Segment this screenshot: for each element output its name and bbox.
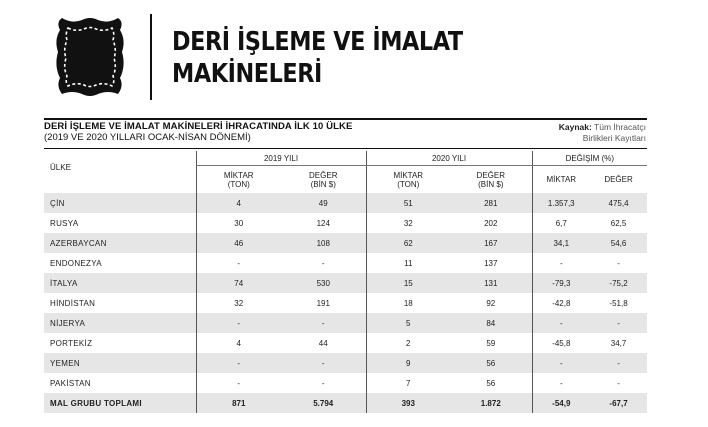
cell-2019-miktar: 74 [196, 273, 281, 293]
cell-2020-deger: 167 [450, 233, 532, 253]
top-rule [44, 118, 647, 120]
table-row [44, 253, 647, 273]
column-header-2019-deger: DEĞER (BİN $) [309, 170, 338, 189]
cell-2019-miktar: - [196, 313, 281, 333]
cell-2019-deger: - [321, 378, 325, 388]
cell-change-miktar: 6,7 [532, 213, 590, 233]
cell-2019-miktar: 46 [196, 233, 281, 253]
cell-2020-deger: 56 [450, 353, 532, 373]
table-header-rule [44, 148, 647, 149]
cell-2019-deger: 191 [316, 298, 330, 308]
cell-2019-deger: - [281, 313, 366, 333]
table-row [44, 333, 647, 353]
column-header-2019-miktar: MİKTAR (TON) [196, 166, 281, 194]
header-divider [150, 14, 152, 100]
source-note [559, 122, 646, 144]
cell-change-deger: - [617, 258, 620, 268]
total-2020-deger: 1.872 [450, 393, 532, 413]
cell-2020-miktar: 18 [366, 293, 450, 313]
cell-change-deger: - [590, 353, 647, 373]
cell-2020-deger: 92 [486, 298, 496, 308]
cell-2020-deger: 59 [486, 338, 496, 348]
table-row [44, 373, 647, 393]
cell-change-miktar: - [532, 313, 590, 333]
cell-2019-miktar: - [196, 253, 281, 273]
cell-2020-miktar: 2 [366, 333, 450, 353]
export-table [44, 151, 647, 413]
country-cell: NİJERYA [44, 313, 196, 333]
source-label: Kaynak: [558, 122, 592, 132]
cell-2020-miktar: 11 [366, 253, 450, 273]
page-title [172, 26, 463, 90]
cell-2019-miktar: 4 [196, 333, 281, 353]
cell-2019-miktar: 30 [196, 213, 281, 233]
total-label: MAL GRUBU TOPLAMI [44, 393, 196, 413]
cell-change-deger: -51,8 [609, 298, 628, 308]
page-title-line-1: DERİ İŞLEME VE İMALAT [172, 27, 463, 57]
country-cell: RUSYA [50, 218, 79, 228]
group-header-2019: 2019 YILI [196, 151, 366, 166]
table-row [44, 273, 647, 293]
cell-2020-miktar: 15 [366, 273, 450, 293]
country-cell: PAKİSTAN [50, 378, 91, 388]
table-row [44, 233, 647, 253]
cell-change-miktar: - [532, 353, 590, 373]
cell-2020-miktar: 7 [366, 373, 450, 393]
cell-2019-deger: 530 [281, 273, 366, 293]
column-header-change-deger: DEĞER [604, 175, 633, 184]
table-row [44, 293, 647, 313]
cell-2019-deger: - [321, 258, 325, 268]
cell-2020-deger: 84 [450, 313, 532, 333]
total-change-miktar: -54,9 [532, 393, 590, 413]
cell-change-miktar: -45,8 [532, 333, 590, 353]
table-row [44, 213, 647, 233]
cell-change-miktar: -42,8 [532, 293, 590, 313]
table-subtitle: (2019 VE 2020 YILLARI OCAK-NİSAN DÖNEMİ) [44, 132, 251, 143]
cell-change-miktar: 34,1 [532, 233, 590, 253]
table-title: DERİ İŞLEME VE İMALAT MAKİNELERİ İHRACATINDA İLK 10 ÜLKE [44, 121, 353, 132]
total-2019-deger: 5.794 [281, 393, 366, 413]
table-row [44, 193, 647, 213]
table-total-row [44, 393, 647, 413]
cell-2019-miktar: 32 [196, 293, 281, 313]
cell-change-deger: 54,6 [590, 233, 647, 253]
column-header-2020-deger: DEĞER (BİN $) [476, 170, 505, 189]
country-cell: HİNDİSTAN [50, 298, 96, 308]
cell-2020-deger: 131 [450, 273, 532, 293]
source-text-1: Tüm İhracatçı [594, 122, 646, 132]
group-header-2020: 2020 YILI [366, 151, 532, 166]
total-change-deger: -67,7 [590, 393, 647, 413]
page-title-line-2: MAKİNELERİ [172, 59, 322, 89]
cell-2020-deger: 202 [484, 218, 498, 228]
cell-2019-miktar: - [196, 353, 281, 373]
country-cell: PORTEKİZ [50, 338, 93, 348]
cell-2019-deger: 108 [281, 233, 366, 253]
column-header-country: ÜLKE [50, 163, 71, 172]
cell-change-deger: - [617, 378, 620, 388]
country-cell: ÇİN [44, 193, 196, 213]
cell-2019-miktar: 4 [196, 193, 281, 213]
cell-2020-miktar: 32 [366, 213, 450, 233]
cell-change-miktar: -79,3 [532, 273, 590, 293]
cell-2019-miktar: - [196, 373, 281, 393]
source-text-2: Birlikleri Kayıtları [582, 133, 646, 143]
table-row [44, 353, 647, 373]
column-header-2020-miktar: MİKTAR (TON) [366, 166, 450, 194]
cell-2020-deger: 281 [450, 193, 532, 213]
cell-2019-deger: - [281, 353, 366, 373]
cell-2019-deger: 49 [281, 193, 366, 213]
cell-change-deger: 475,4 [590, 193, 647, 213]
cell-2019-deger: 124 [316, 218, 330, 228]
cell-change-miktar: - [532, 253, 590, 273]
cell-2020-miktar: 9 [366, 353, 450, 373]
cell-change-miktar: - [532, 373, 590, 393]
country-cell: AZERBAYCAN [44, 233, 196, 253]
cell-2019-deger: 44 [318, 338, 328, 348]
cell-change-miktar: 1.357,3 [532, 193, 590, 213]
column-header-change-miktar: MİKTAR [532, 166, 590, 194]
table-row [44, 313, 647, 333]
leather-hide-icon [52, 14, 128, 98]
cell-change-deger: 62,5 [610, 218, 627, 228]
cell-change-deger: -75,2 [590, 273, 647, 293]
country-cell: ENDONEZYA [50, 258, 102, 268]
cell-2020-miktar: 5 [366, 313, 450, 333]
cell-2020-deger: 137 [484, 258, 498, 268]
cell-change-deger: - [590, 313, 647, 333]
cell-2020-miktar: 51 [366, 193, 450, 213]
country-cell: İTALYA [44, 273, 196, 293]
cell-2020-miktar: 62 [366, 233, 450, 253]
cell-2020-deger: 56 [486, 378, 496, 388]
country-cell: YEMEN [44, 353, 196, 373]
total-2019-miktar: 871 [196, 393, 281, 413]
total-2020-miktar: 393 [366, 393, 450, 413]
group-header-change: DEĞİŞİM (%) [532, 151, 647, 166]
cell-change-deger: 34,7 [610, 338, 627, 348]
